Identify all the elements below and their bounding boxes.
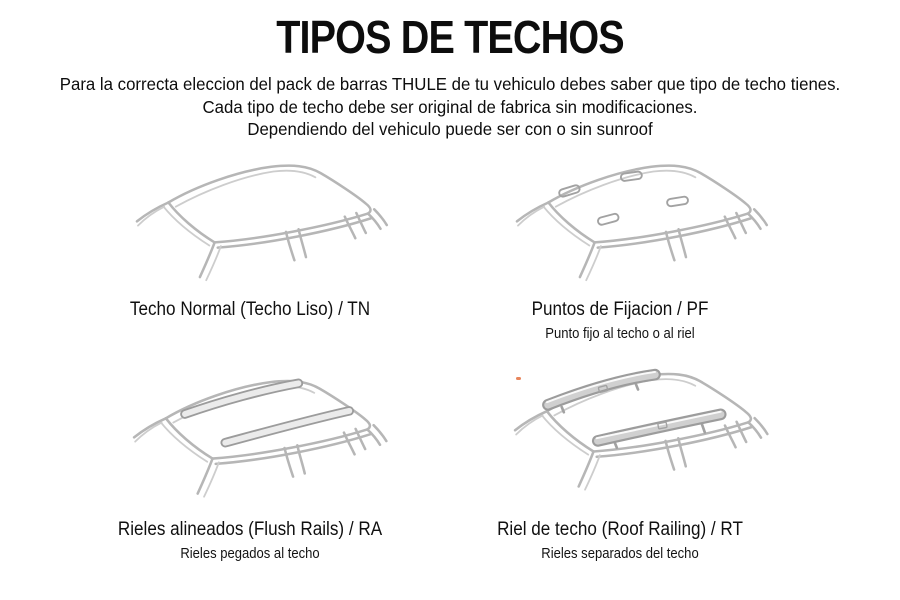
caption-ra-note: Rieles pegados al techo (180, 546, 320, 562)
intro-line-2: Cada tipo de techo debe ser original de fabrica sin modificaciones. (202, 96, 698, 117)
orange-speck (516, 377, 521, 380)
caption-rt-note: Rieles separados del techo (541, 546, 699, 562)
intro-line-3: Dependiendo del vehiculo puede ser con o sin sunroof (247, 119, 653, 139)
fixpoint-roof-illustration (498, 150, 813, 297)
caption-pf-note: Punto fijo al techo o al riel (545, 326, 695, 342)
caption-rt: Riel de techo (Roof Railing) / RT (497, 519, 743, 540)
normal-roof-illustration (118, 150, 433, 297)
page-title: TIPOS DE TECHOS (276, 11, 624, 63)
intro-line-1: Para la correcta eleccion del pack de barras THULE de tu vehiculo debes saber que tipo de techo tienes. (59, 74, 841, 94)
caption-pf: Puntos de Fijacion / PF (531, 299, 709, 320)
caption-tn: Techo Normal (Techo Liso) / TN (129, 299, 371, 320)
caption-ra: Rieles alineados (Flush Rails) / RA (117, 519, 383, 540)
flush-rails-roof-illustration (115, 365, 433, 514)
roof-railing-illustration (496, 358, 814, 510)
intro-text (0, 73, 900, 141)
